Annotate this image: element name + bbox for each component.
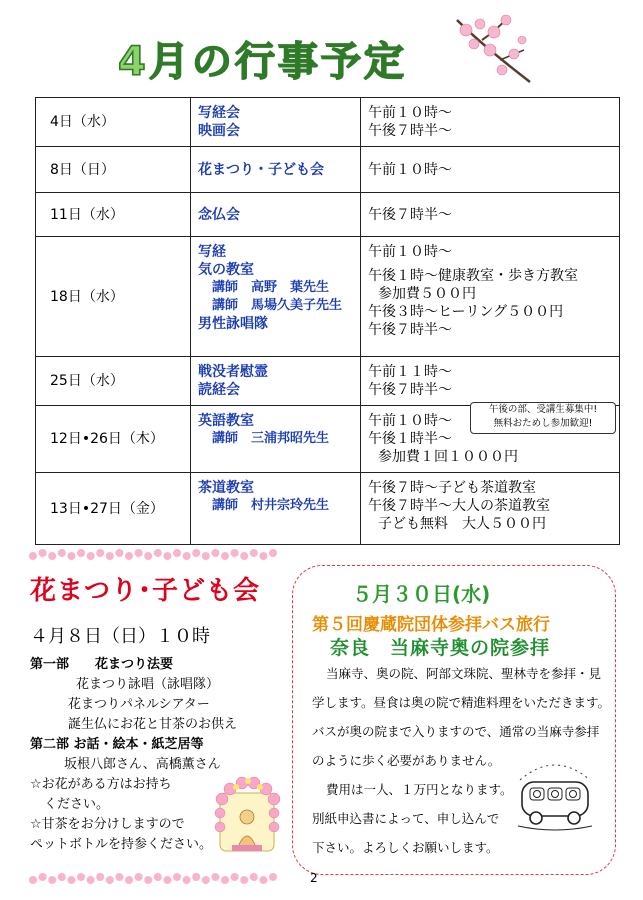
flower-dot <box>39 873 47 881</box>
flower-dot <box>173 549 181 557</box>
flower-dot <box>58 549 66 557</box>
list-item: 花まつりパネルシアター <box>68 697 210 712</box>
event-cell: 茶道教室 講師 村井宗玲先生 <box>191 473 361 545</box>
buddha-flower-arch-icon <box>212 775 282 857</box>
trip-text-line: 学します。昼食は奥の院で精進料理をいただきます。 <box>312 695 611 710</box>
flower-dot <box>154 549 162 557</box>
trip-text-line: 別紙申込書によって、申し込んで <box>312 811 500 826</box>
event-cell: 戦没者慰霊 読経会 <box>191 357 361 406</box>
flower-dot <box>250 873 258 881</box>
flower-dot <box>115 549 123 557</box>
trip-subtitle: 奈良 当麻寺奥の院参拝 <box>330 637 551 659</box>
table-row <box>36 98 620 147</box>
flower-dot <box>96 873 104 881</box>
list-item: 花まつり詠唱（詠唱隊） <box>76 677 220 692</box>
note-line: ください。 <box>44 797 110 812</box>
flower-dot <box>250 549 258 557</box>
time-cell: 午前１０時～ 午後１時～健康教室・歩き方教室 参加費５００円 午後３時～ヒーリング５００円 午後７時半～ <box>361 237 620 357</box>
event-cell: 写経会 映画会 <box>191 98 361 147</box>
date-cell: 11日（水） <box>36 193 191 237</box>
flower-dot <box>106 876 114 884</box>
flower-dot <box>135 873 143 881</box>
flower-dot <box>67 876 75 884</box>
flower-dot <box>77 873 85 881</box>
flower-dot <box>183 552 191 560</box>
lecturer: 講師 高野 葉先生 <box>212 280 330 295</box>
flower-dot <box>29 876 37 884</box>
event-cell: 英語教室 講師 三浦邦昭先生 <box>191 406 361 473</box>
flower-dot <box>135 549 143 557</box>
flower-dot <box>48 552 56 560</box>
note-line: ペットボトルを持参ください。 <box>30 837 213 852</box>
flower-dot <box>269 873 277 881</box>
trip-text-line: バスが奥の院まで入りますので、通常の当麻寺参拝 <box>312 724 600 739</box>
flower-border-bottom <box>28 872 280 886</box>
flower-dot <box>259 552 267 560</box>
lecturer: 講師 三浦邦昭先生 <box>212 431 330 446</box>
table-row <box>36 473 620 545</box>
flower-dot <box>221 552 229 560</box>
event-cell: 念仏会 <box>191 193 361 237</box>
flower-dot <box>125 552 133 560</box>
page-number: 2 <box>310 871 318 885</box>
flower-dot <box>29 552 37 560</box>
flower-dot <box>154 873 162 881</box>
date-cell: 25日（水） <box>36 357 191 406</box>
flower-dot <box>211 549 219 557</box>
table-row <box>36 147 620 193</box>
flower-dot <box>115 873 123 881</box>
trip-title: 第５回慶蔵院団体参拝バス旅行 <box>312 615 550 635</box>
flower-dot <box>77 549 85 557</box>
hanamatsuri-title: 花まつり･子ども会 <box>30 576 261 606</box>
flower-dot <box>58 873 66 881</box>
list-item: 誕生仏にお花と甘茶のお供え <box>68 717 238 732</box>
trip-text-line: 下さい。よろしくお願いします。 <box>312 840 499 855</box>
flower-dot <box>183 876 191 884</box>
flower-dot <box>192 549 200 557</box>
date-cell: 8日（日） <box>36 147 191 193</box>
time-cell: 午前１０時～ 午後７時半～ <box>361 98 620 147</box>
flower-dot <box>211 873 219 881</box>
time-cell: 午前１０時～ <box>361 147 620 193</box>
lecturer: 講師 馬場久美子先生 <box>212 298 343 313</box>
cherry-blossom-icon <box>452 10 532 86</box>
recruitment-notice: 午後の部、受講生募集中! 無料おためし参加歓迎! <box>470 402 616 434</box>
flower-dot <box>163 552 171 560</box>
trip-text-line: のように歩く必要がありません。 <box>312 753 501 768</box>
flower-dot <box>87 552 95 560</box>
flower-dot <box>240 552 248 560</box>
flower-dot <box>106 552 114 560</box>
event-cell: 花まつり・子ども会 <box>191 147 361 193</box>
date-cell: 4日（水） <box>36 98 191 147</box>
date-cell: 18日（水） <box>36 237 191 357</box>
flower-border-top <box>28 548 280 562</box>
page-title: 4月の行事予定 <box>118 39 407 85</box>
table-row <box>36 193 620 237</box>
time-cell: 午前１０時～ 午後１時半～ 参加費１回１０００円 <box>361 406 620 473</box>
bus-icon <box>514 752 596 834</box>
flower-dot <box>192 873 200 881</box>
part1-heading: 第一部 花まつり法要 <box>30 657 174 672</box>
flower-dot <box>221 876 229 884</box>
trip-date: ５月３０日(水) <box>352 582 491 606</box>
table-row <box>36 357 620 406</box>
trip-text-line: 当麻寺、奥の院、阿部文珠院、聖林寺を参拝・見 <box>326 666 602 681</box>
flower-dot <box>87 876 95 884</box>
time-cell: 午前１１時～ 午後７時半～ <box>361 357 620 406</box>
time-cell: 午後７時～子ども茶道教室 午後７時半～大人の茶道教室 子ども無料 大人５００円 <box>361 473 620 545</box>
flower-dot <box>144 876 152 884</box>
flower-dot <box>163 876 171 884</box>
lecturer: 講師 村井宗玲先生 <box>212 498 330 513</box>
part2-heading: 第二部 お話・絵本・紙芝居等 <box>30 737 204 752</box>
flower-dot <box>269 549 277 557</box>
hanamatsuri-date: ４月８日（日）１０時 <box>30 626 210 647</box>
flower-dot <box>231 549 239 557</box>
note-line: ☆お花がある方はお持ち <box>30 777 172 792</box>
schedule-table <box>35 97 620 545</box>
event-cell: 写経 気の教室 講師 高野 葉先生 講師 馬場久美子先生 男性詠唱隊 <box>191 237 361 357</box>
list-item: 坂根八郎さん、高橋薫さん <box>64 757 221 772</box>
date-cell: 13日•27日（金） <box>36 473 191 545</box>
flower-dot <box>240 876 248 884</box>
flower-dot <box>202 552 210 560</box>
flower-dot <box>144 552 152 560</box>
note-line: ☆甘茶をお分けしますので <box>30 817 185 832</box>
flower-dot <box>96 549 104 557</box>
time-cell: 午後７時半～ <box>361 193 620 237</box>
flower-dot <box>231 873 239 881</box>
flower-dot <box>48 876 56 884</box>
date-cell: 12日•26日（木） <box>36 406 191 473</box>
flower-dot <box>39 549 47 557</box>
flower-dot <box>202 876 210 884</box>
flower-dot <box>67 552 75 560</box>
table-row <box>36 237 620 357</box>
flower-dot <box>125 876 133 884</box>
trip-text-line: 費用は一人、１万円となります。 <box>326 782 513 797</box>
flower-dot <box>173 873 181 881</box>
flower-dot <box>259 876 267 884</box>
